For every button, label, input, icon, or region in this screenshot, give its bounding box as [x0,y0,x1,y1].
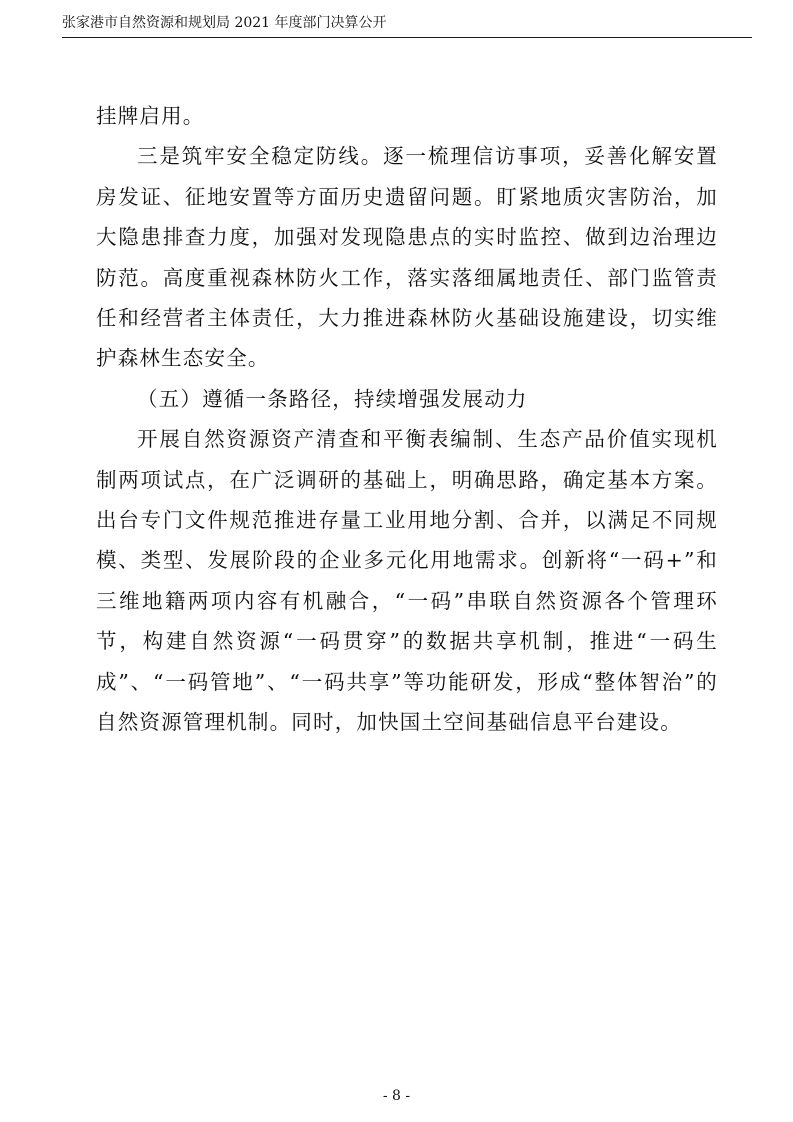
page-header [62,11,752,38]
section-heading-five: （五）遵循一条路径，持续增强发展动力 [137,386,528,411]
header-title: 张家港市自然资源和规划局 2021 年度部门决算公开 [62,15,387,31]
paragraph-safety-stability: 三是筑牢安全稳定防线。逐一梳理信访事项，妥善化解安置房发证、征地安置等方面历史遗留问题。盯紧地质灾害防治，加大隐患排查力度，加强对发现隐患点的实时监控、做到边治理边防范。高度重视森林防火工作，落实落细属地责任、部门监管责任和经营者主体责任，大力推进森林防火基础设施建设，切实维护森林生态安全。 [96,144,718,371]
paragraph-resource-management: 开展自然资源资产清查和平衡表编制、生态产品价值实现机制两项试点，在广泛调研的基础上，明确思路，确定基本方案。出台专门文件规范推进存量工业用地分割、合并，以满足不同规模、类型、发展阶段的企业多元化用地需求。创新将“一码+”和三维地籍两项内容有机融合，“一码”串联自然资源各个管理环节，构建自然资源“一码贯穿”的数据共享机制，推进“一码生成”、“一码管地”、“一码共享”等功能研发，形成“整体智治”的自然资源管理机制。同时，加快国土空间基础信息平台建设。 [96,427,718,735]
document-body [96,96,718,743]
paragraph-continuation: 挂牌启用。 [96,104,205,128]
page-number: - 8 - [382,1088,411,1104]
